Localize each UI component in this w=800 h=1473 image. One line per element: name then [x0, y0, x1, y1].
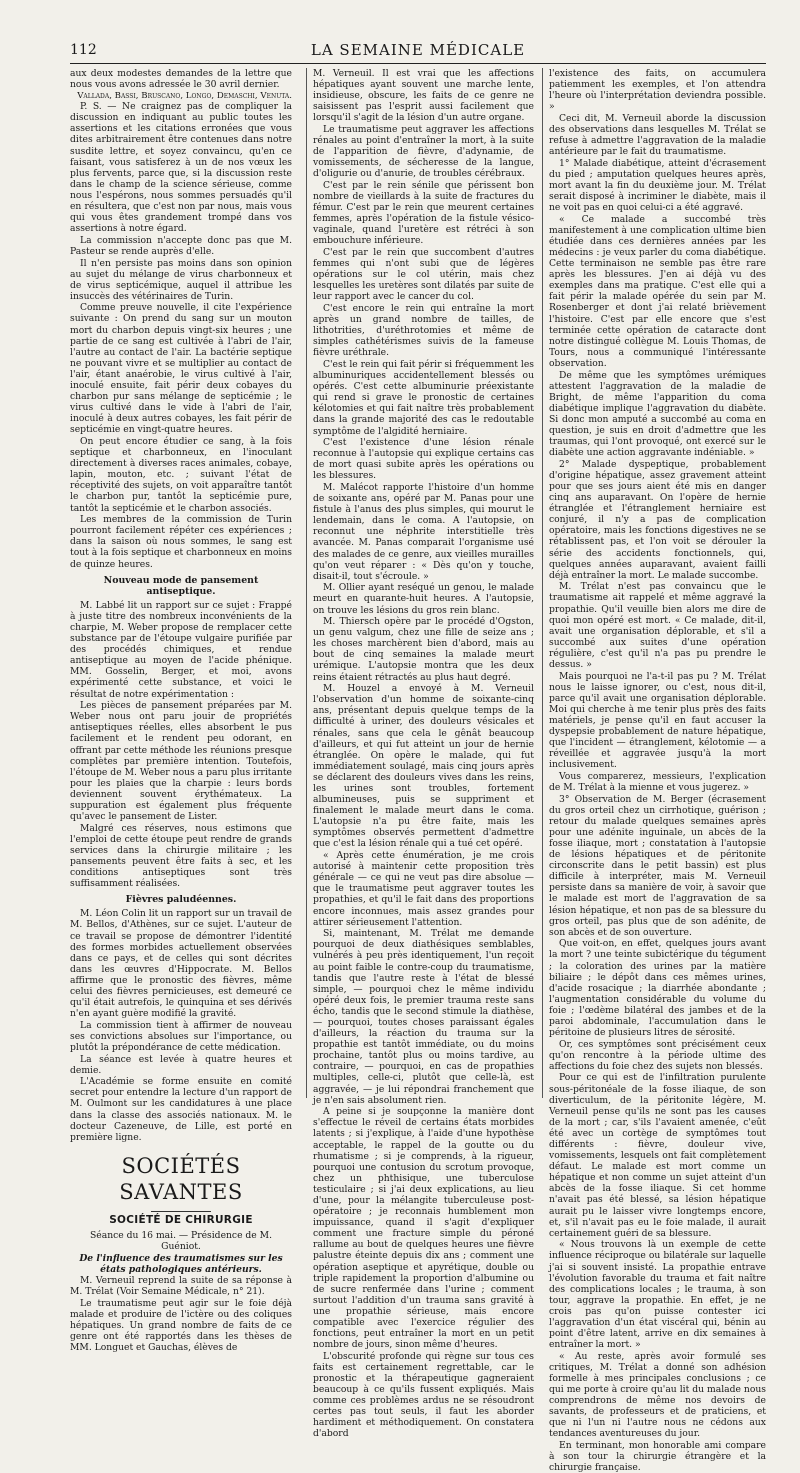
- column-2: [306, 68, 534, 1440]
- section-heading: Nouveau mode de pansement antiseptique.: [103, 574, 259, 597]
- paragraph: On peut encore étudier ce sang, à la fois septique et charbonneux, en l'inoculant directement à diverses races animales, cobaye, lapin, mouton, etc. ; suivant l'état de réceptivité des sujets, on voit apparaître tantôt le charbon pur, tantôt la septicémie pure, tantôt la septicémie et le charbon associés.: [70, 436, 292, 514]
- paragraph: C'est le rein qui fait périr si fréquemment les albuminuriques accidentellement blessés ou opérés. C'est cette albuminurie préexistante qui rend si grave le pronostic de certaines kélotomies et qui fait naître très probablement dans la grande majorité des cas le redoutable symptôme de l'algidité herniaire.: [313, 358, 534, 437]
- paragraph: Pour ce qui est de l'infiltration purulente sous-péritonéale de la fosse iliaque, de son diverticulum, de la péritonite légère, M. Verneuil pense qu'ils ne sont pas les causes de la mort ; car, s'ils l'avaient amenée, c'eût été avec un cortège de symptômes tout différents : fièvre, douleur vive, vomissements, lesquels ont fait complètement défaut. Le malade est mort comme un hépatique et non comme un sujet atteint d'un abcès de la fosse iliaque. Si cet homme n'avait pas été blessé, sa lésion hépatique aurait pu le laisser vivre longtemps encore, et, s'il n'avait pas eu le foie malade, il aurait certainement guéri de sa blessure.: [549, 1072, 766, 1239]
- paragraph: M. Ollier ayant reséqué un genou, le malade meurt en quarante-huit heures. A l'autopsie, on trouve les lésions du gros rein blanc.: [313, 582, 534, 616]
- paragraph: M. Labbé lit un rapport sur ce sujet : Frappé à juste titre des nombreux inconvénients de la charpie, M. Weber propose de remplacer cette substance par de l'étoupe vulgaire purifiée par des procédés chimiques, et rendue antiseptique au moyen de l'acide phénique. MM. Gosselin, Berger, et moi, avons expérimenté cette substance, et voici le résultat de notre expérimentation :: [70, 599, 292, 700]
- paragraph: « Ce malade a succombé très manifestement à une complication ultime bien étudiée dans ces dernières années par les médecins : je veux parler du coma diabétique. Cette terminaison ne semble pas être rare après les blessures. J'en ai déjà vu des exemples dans ma pratique. C'est elle qui a fait périr la malade opérée du sein par M. Rosenberger et dont j'ai relaté brièvement l'histoire. C'est par elle encore que s'est terminée cette opération de cataracte dont notre distingué collègue M. Louis Thomas, de Tours, nous a communiqué l'intéressante observation.: [549, 213, 766, 369]
- paragraph: « Au reste, après avoir formulé ses critiques, M. Trélat a donné son adhésion formelle à mes principales conclusions ; ce qui me porte à croire qu'au lit du malade nous comprendrons de même nos devoirs de savants, de professeurs et de praticiens, et que ni l'un ni l'autre nous ne cédons aux tendances aventureuses du jour.: [549, 1350, 766, 1440]
- paragraph: M. Verneuil reprend la suite de sa réponse à M. Trélat (Voir Semaine Médicale, n° 21).: [70, 1275, 292, 1298]
- paragraph: La séance est levée à quatre heures et demie.: [70, 1053, 292, 1076]
- paragraph: La commission n'accepte donc pas que M. Pasteur se rende auprès d'elle.: [70, 234, 292, 257]
- paragraph: Vous comparerez, messieurs, l'explication de M. Trélat à la mienne et vous jugerez. »: [549, 770, 766, 793]
- paragraph: L'obscurité profonde qui règne sur tous ces faits est certainement regrettable, car le pronostic et la thérapeutique gagneraient beaucoup à ce qu'ils fussent expliqués. Mais comme ces problèmes ardus ne se résoudront certes pas tout seuls, il faut les aborder hardiment et méthodiquement. On constatera d'abord: [313, 1350, 534, 1440]
- paragraph: Les pièces de pansement préparées par M. Weber nous ont paru jouir de propriétés antiseptiques réelles, elles absorbent le pus facilement et le rendent peu odorant, en offrant par cette méthode les réunions presque complètes par première intention. Toutefois, l'étoupe de M. Weber nous a paru plus irritante pour les plaies que la charpie : leurs bords deviennent souvent érythémateux. La suppuration est également plus fréquente qu'avec le pansement de Lister.: [70, 700, 292, 823]
- paragraph: C'est par le rein que succombent d'autres femmes qui n'ont subi que de légères opérations sur le col utérin, mais chez lesquelles les uretères sont dilatés par suite de leur rapport avec le cancer du col.: [313, 247, 534, 303]
- paragraph: « Nous trouvons là un exemple de cette influence réciproque ou bilatérale sur laquelle j'ai si souvent insisté. La propathie entrave l'évolution favorable du trauma et fait naître des complications locales ; le trauma, à son tour, aggrave la propathie. En effet, je ne crois pas qu'on puisse contester ici l'aggravation d'un état viscéral qui, bénin au point d'être latent, arrive en dix semaines à entraîner la mort. »: [549, 1239, 766, 1351]
- paragraph: M. Malécot rapporte l'histoire d'un homme de soixante ans, opéré par M. Panas pour une fistule à l'anus des plus simples, qui mourut le lendemain, dans le coma. A l'autopsie, on reconnut une néphrite interstitielle très avancée. M. Panas comparait l'organisme usé des malades de ce genre, aux vieilles murailles qu'on veut réparer : « Dès qu'on y touche, disait-il, tout s'écroule. »: [313, 481, 534, 582]
- paragraph: 1° Malade diabétique, atteint d'écrasement du pied ; amputation quelques heures après, mort avant la fin du deuxième jour. M. Trélat serait disposé à incriminer le diabète, mais il ne voit pas en quoi celui-ci a été aggravé.: [549, 157, 766, 214]
- paragraph: La commission tient à affirmer de nouveau ses convictions absolues sur l'importance, ou plutôt la prépondérance de cette médication.: [70, 1019, 292, 1053]
- paragraph: M. Verneuil. Il est vrai que les affections hépatiques ayant souvent une marche lente, insidieuse, obscure, les faits de ce genre ne saisissent pas l'esprit aussi facilement que lorsqu'il s'agit de la lésion d'un autre organe.: [313, 68, 534, 124]
- paragraph: M. Trélat n'est pas convaincu que le traumatisme ait rappelé et même aggravé la propathie. Qu'il veuille bien alors me dire de quoi mon opéré est mort. « Ce malade, dit-il, avait une organisation déplorable, et s'il a succombé aux suites d'une opération régulière, c'est qu'il n'a pas pu prendre le dessus. »: [549, 581, 766, 670]
- paragraph: M. Houzel a envoyé à M. Verneuil l'observation d'un homme de soixante-cinq ans, présentant depuis quelque temps de la difficulté à uriner, des douleurs vésicales et rénales, sans que cela le gênât beaucoup d'ailleurs, et qui fut atteint un jour de hernie étranglée. On opère le malade, qui fut immédiatement soulagé, mais cinq jours après se déclarent des douleurs vives dans les reins, les urines sont troubles, fortement albumineuses, puis se suppriment et finalement le malade meurt dans le coma. L'autopsie n'a pu être faite, mais les symptômes observés permettent d'admettre que c'est la lésion rénale qui a tué cet opéré.: [313, 683, 534, 850]
- postscript: P. S. — Ne craignez pas de compliquer la discussion en indiquant au public toutes les assertions et les citations erronées que vous dites arbitrairement être contenues dans notre susdite lettre, et soyez convaincu, qu'en ce faisant, vous satisferez à un de nos vœux les plus fervents, parce que, si la discussion reste dans le champ de la science sérieuse, comme nous l'espérons, nous sommes persuadés qu'il en résultera, que c'est non par nous, mais vous qui vous êtes grandement trompé dans vos assertions à notre égard.: [70, 101, 292, 235]
- topic-heading: De l'influence des traumatismes sur les états pathologiques antérieurs.: [79, 1252, 283, 1275]
- paragraph: Comme preuve nouvelle, il cite l'expérience suivante : On prend du sang sur un mouton mort du charbon depuis vingt-six heures ; une partie de ce sang est cultivée à l'abri de l'air, l'autre au contact de l'air. La bactérie septique ne pouvant vivre et se multiplier au contact de l'air, étant anaérobie, le virus cultivé à l'air, inoculé ensuite, fait périr deux cobayes du charbon pur sans mélange de septicémie ; le virus cultivé dans le vide à l'abri de l'air, inoculé à deux autres cobayes, les fait périr de septicémie en vingt-quatre heures.: [70, 302, 292, 436]
- journal-title: LA SEMAINE MÉDICALE: [310, 41, 526, 59]
- paragraph: Mais pourquoi ne l'a-t-il pas pu ? M. Trélat nous le laisse ignorer, ou c'est, nous dit-il, parce qu'il avait une organisation déplorable. Moi qui cherche à me tenir plus près des faits matériels, je pense qu'il en faut accuser la dyspepsie probablement de nature hépatique, que l'incident — étranglement, kélotomie — a réveillée et aggravée jusqu'à la mort inclusivement.: [549, 670, 766, 771]
- text-columns: [70, 68, 766, 1473]
- paragraph: A peine si je soupçonne la manière dont s'effectue le réveil de certains états morbides latents ; si j'explique, à l'aide d'une hypothèse acceptable, le rappel de la goutte ou du rhumatisme ; si je comprends, à la rigueur, pourquoi une contusion du scrotum provoque, chez un phthisique, une tuberculose testiculaire ; si j'ai deux explications, au lieu d'une, pour la mélangite tuberculeuse post-opératoire ; je reconnais humblement mon impuissance, quand il s'agit d'expliquer comment une fracture simple du péroné rallume au bout de quelques heures une fièvre palustre éteinte depuis dix ans ; comment une opération aseptique et apyrétique, double ou triple rapidement la proportion d'albumine ou de sucre renfermée dans l'urine ; comment surtout l'addition d'un trauma sans gravité à une propathie sérieuse, mais encore compatible avec l'exercice régulier des fonctions, peut entraîner la mort en un petit nombre de jours, sinon même d'heures.: [313, 1106, 534, 1351]
- page-header: [70, 38, 766, 64]
- paragraph: M. Léon Colin lit un rapport sur un travail de M. Bellos, d'Athènes, sur ce sujet. L'auteur de ce travail se propose de démontrer l'identité des formes morbides actuellement observées dans ce pays, et de celles qui sont décrites dans les œuvres d'Hippocrate. M. Bellos affirme que le pronostic des fièvres, même celui des fièvres pernicieuses, est demeuré ce qu'il était autrefois, le quinquina et ses dérivés n'en ayant guère modifié la gravité.: [70, 908, 292, 1020]
- paragraph: M. Thiersch opère par le procédé d'Ogston, un genu valgum, chez une fille de seize ans ; les choses marchèrent bien d'abord, mais au bout de cinq semaines la malade meurt urémique. L'autopsie montra que les deux reins étaient rétractés au plus haut degré.: [313, 616, 534, 683]
- section-title: SOCIÉTÉS SAVANTES: [119, 1153, 243, 1204]
- paragraph: 3° Observation de M. Berger (écrasement du gros orteil chez un cirrhotique, guérison ; retour du malade quelques semaines après pour une adénite inguinale, un abcès de la fosse iliaque, mort ; constatation à l'autopsie de lésions hépatiques et de péritonite circonscrite dans le petit bassin) est plus difficile à interpréter, mais M. Verneuil persiste dans sa manière de voir, à savoir que le malade est mort de l'aggravation de sa lésion hépatique, et non pas de sa blessure du gros orteil, pas plus que de son adénite, de son abcès et de son ouverture.: [549, 793, 766, 938]
- paragraph: Ceci dit, M. Verneuil aborde la discussion des observations dans lesquelles M. Trélat se refuse à admettre l'aggravation de la maladie antérieure par le fait du traumatisme.: [549, 112, 766, 158]
- divider: [151, 1211, 211, 1212]
- paragraph: Les membres de la commission de Turin pourront facilement répéter ces expériences ; dans la saison où nous sommes, le sang est tout à la fois septique et charbonneux en moins de quinze heures.: [70, 514, 292, 570]
- paragraph: « Après cette énumération, je me crois autorisé à maintenir cette proposition très générale — ce qui ne veut pas dire absolue — que le traumatisme peut aggraver toutes les propathies, et qu'il le fait dans des proportions encore inconnues, mais assez grandes pour attirer sérieusement l'attention.: [313, 850, 534, 928]
- page-number: 112: [70, 42, 97, 58]
- paragraph: Il n'en persiste pas moins dans son opinion au sujet du mélange de virus charbonneux et de virus septicémique, auquel il attribue les insuccès des vétérinaires de Turin.: [70, 257, 292, 302]
- signatories: Vallada, Bassi, Bruscano, Longo, Demaschi, Venuta.: [77, 90, 292, 101]
- paragraph: C'est par le rein sénile que périssent bon nombre de vieillards à la suite de fractures du fémur. C'est par le rein que meurent certaines femmes, après l'opération de la fistule vésico-vaginale, quand l'uretère est rétréci à son embouchure inférieure.: [313, 179, 534, 247]
- paragraph: l'existence des faits, on accumulera patiemment les exemples, et l'on attendra l'heure où l'interprétation deviendra possible. »: [549, 68, 766, 113]
- paragraph: Malgré ces réserves, nous estimons que l'emploi de cette étoupe peut rendre de grands services dans la chirurgie militaire ; les pansements peuvent être faits à sec, et les conditions antiseptiques sont très suffisamment réalisées.: [70, 822, 292, 890]
- paragraph: Or, ces symptômes sont précisément ceux qu'on rencontre à la période ultime des affections du foie chez des sujets non blessés.: [549, 1038, 766, 1072]
- paragraph: 2° Malade dyspeptique, probablement d'origine hépatique, assez gravement atteint pour que ses jours aient été mis en danger cinq ans auparavant. On l'opère de hernie étranglée et l'étranglement herniaire est conjuré, il n'y a pas de complication opératoire, mais les fonctions digestives ne se rétablissent pas, et l'on voit se dérouler la série des accidents fonctionnels, qui, quelques années auparavant, avaient failli déjà entraîner la mort. Le malade succombe.: [549, 458, 766, 581]
- paragraph: De même que les symptômes urémiques attestent l'aggravation de la maladie de Bright, de même l'apparition du coma diabétique implique l'aggravation du diabète. Si donc mon amputé a succombé au coma en question, je suis en droit d'admettre que les traumas, qui l'ont provoqué, ont exercé sur le diabète une action aggravante indéniable. »: [549, 369, 766, 459]
- paragraph: aux deux modestes demandes de la lettre que nous vous avons adressée le 30 avril dernier.: [70, 68, 292, 91]
- paragraph: Le traumatisme peut agir sur le foie déjà malade et produire de l'ictère ou des coliques hépatiques. Un grand nombre de faits de ce genre ont été rapportés dans les thèses de MM. Longuet et Gauchas, élèves de: [70, 1297, 292, 1354]
- paragraph: En terminant, mon honorable ami compare à son tour la chirurgie étrangère et la chirurgie française.: [549, 1440, 766, 1473]
- paragraph: C'est l'existence d'une lésion rénale reconnue à l'autopsie qui explique certains cas de mort quasi subite après les opérations ou les blessures.: [313, 437, 534, 482]
- paragraph: L'Académie se forme ensuite en comité secret pour entendre la lecture d'un rapport de M. Oulmont sur les candidatures à une place dans la classe des associés nationaux. M. le docteur Cazeneuve, de Lille, est porté en première ligne.: [70, 1076, 292, 1143]
- column-3: [542, 68, 766, 1473]
- society-title: SOCIÉTÉ DE CHIRURGIE: [109, 1213, 253, 1226]
- paragraph: Si, maintenant, M. Trélat me demande pourquoi de deux diathésiques semblables, vulnérés à peu près identiquement, l'un reçoit au point faible le contre-coup du traumatisme, tandis que l'autre reste à l'état de blessé simple, — pourquoi chez le même individu opéré deux fois, le premier trauma reste sans écho, tandis que le second stimule la diathèse, — pourquoi, toutes choses paraissant égales d'ailleurs, la réaction du trauma sur la propathie est tantôt immédiate, ou du moins prochaine, tantôt plus ou moins tardive, au contraire, — pourquoi, en cas de propathies multiples, celle-ci, plutôt que celle-là, est aggravée, — je lui répondrai franchement que je n'en sais absolument rien.: [313, 928, 534, 1106]
- column-1: [70, 68, 292, 1354]
- paragraph: C'est encore le rein qui entraîne la mort après un grand nombre de tailles, de lithotrities, d'uréthrotomies et même de simples cathétérismes suivis de la fameuse fièvre uréthrale.: [313, 302, 534, 359]
- paragraph: Le traumatisme peut aggraver les affections rénales au point d'entraîner la mort, à la suite de l'apparition de fièvre, d'adynamie, de vomissements, de sécheresse de la langue, d'oligurie ou d'anurie, de troubles cérébraux.: [313, 123, 534, 180]
- session-line: Séance du 16 mai. — Présidence de M. Guéniot.: [89, 1229, 272, 1252]
- paragraph: Que voit-on, en effet, quelques jours avant la mort ? une teinte subictérique du tégument ; la coloration des urines par la matière biliaire ; le dépôt dans ces mêmes urines, d'acide rosacique ; la diarrhée abondante ; l'augmentation considérable du volume du foie ; l'œdème bilatéral des jambes et de la paroi abdominale, l'accumulation dans le péritoine de plusieurs litres de sérosité.: [549, 938, 766, 1039]
- section-heading: Fièvres paludéennes.: [125, 894, 237, 906]
